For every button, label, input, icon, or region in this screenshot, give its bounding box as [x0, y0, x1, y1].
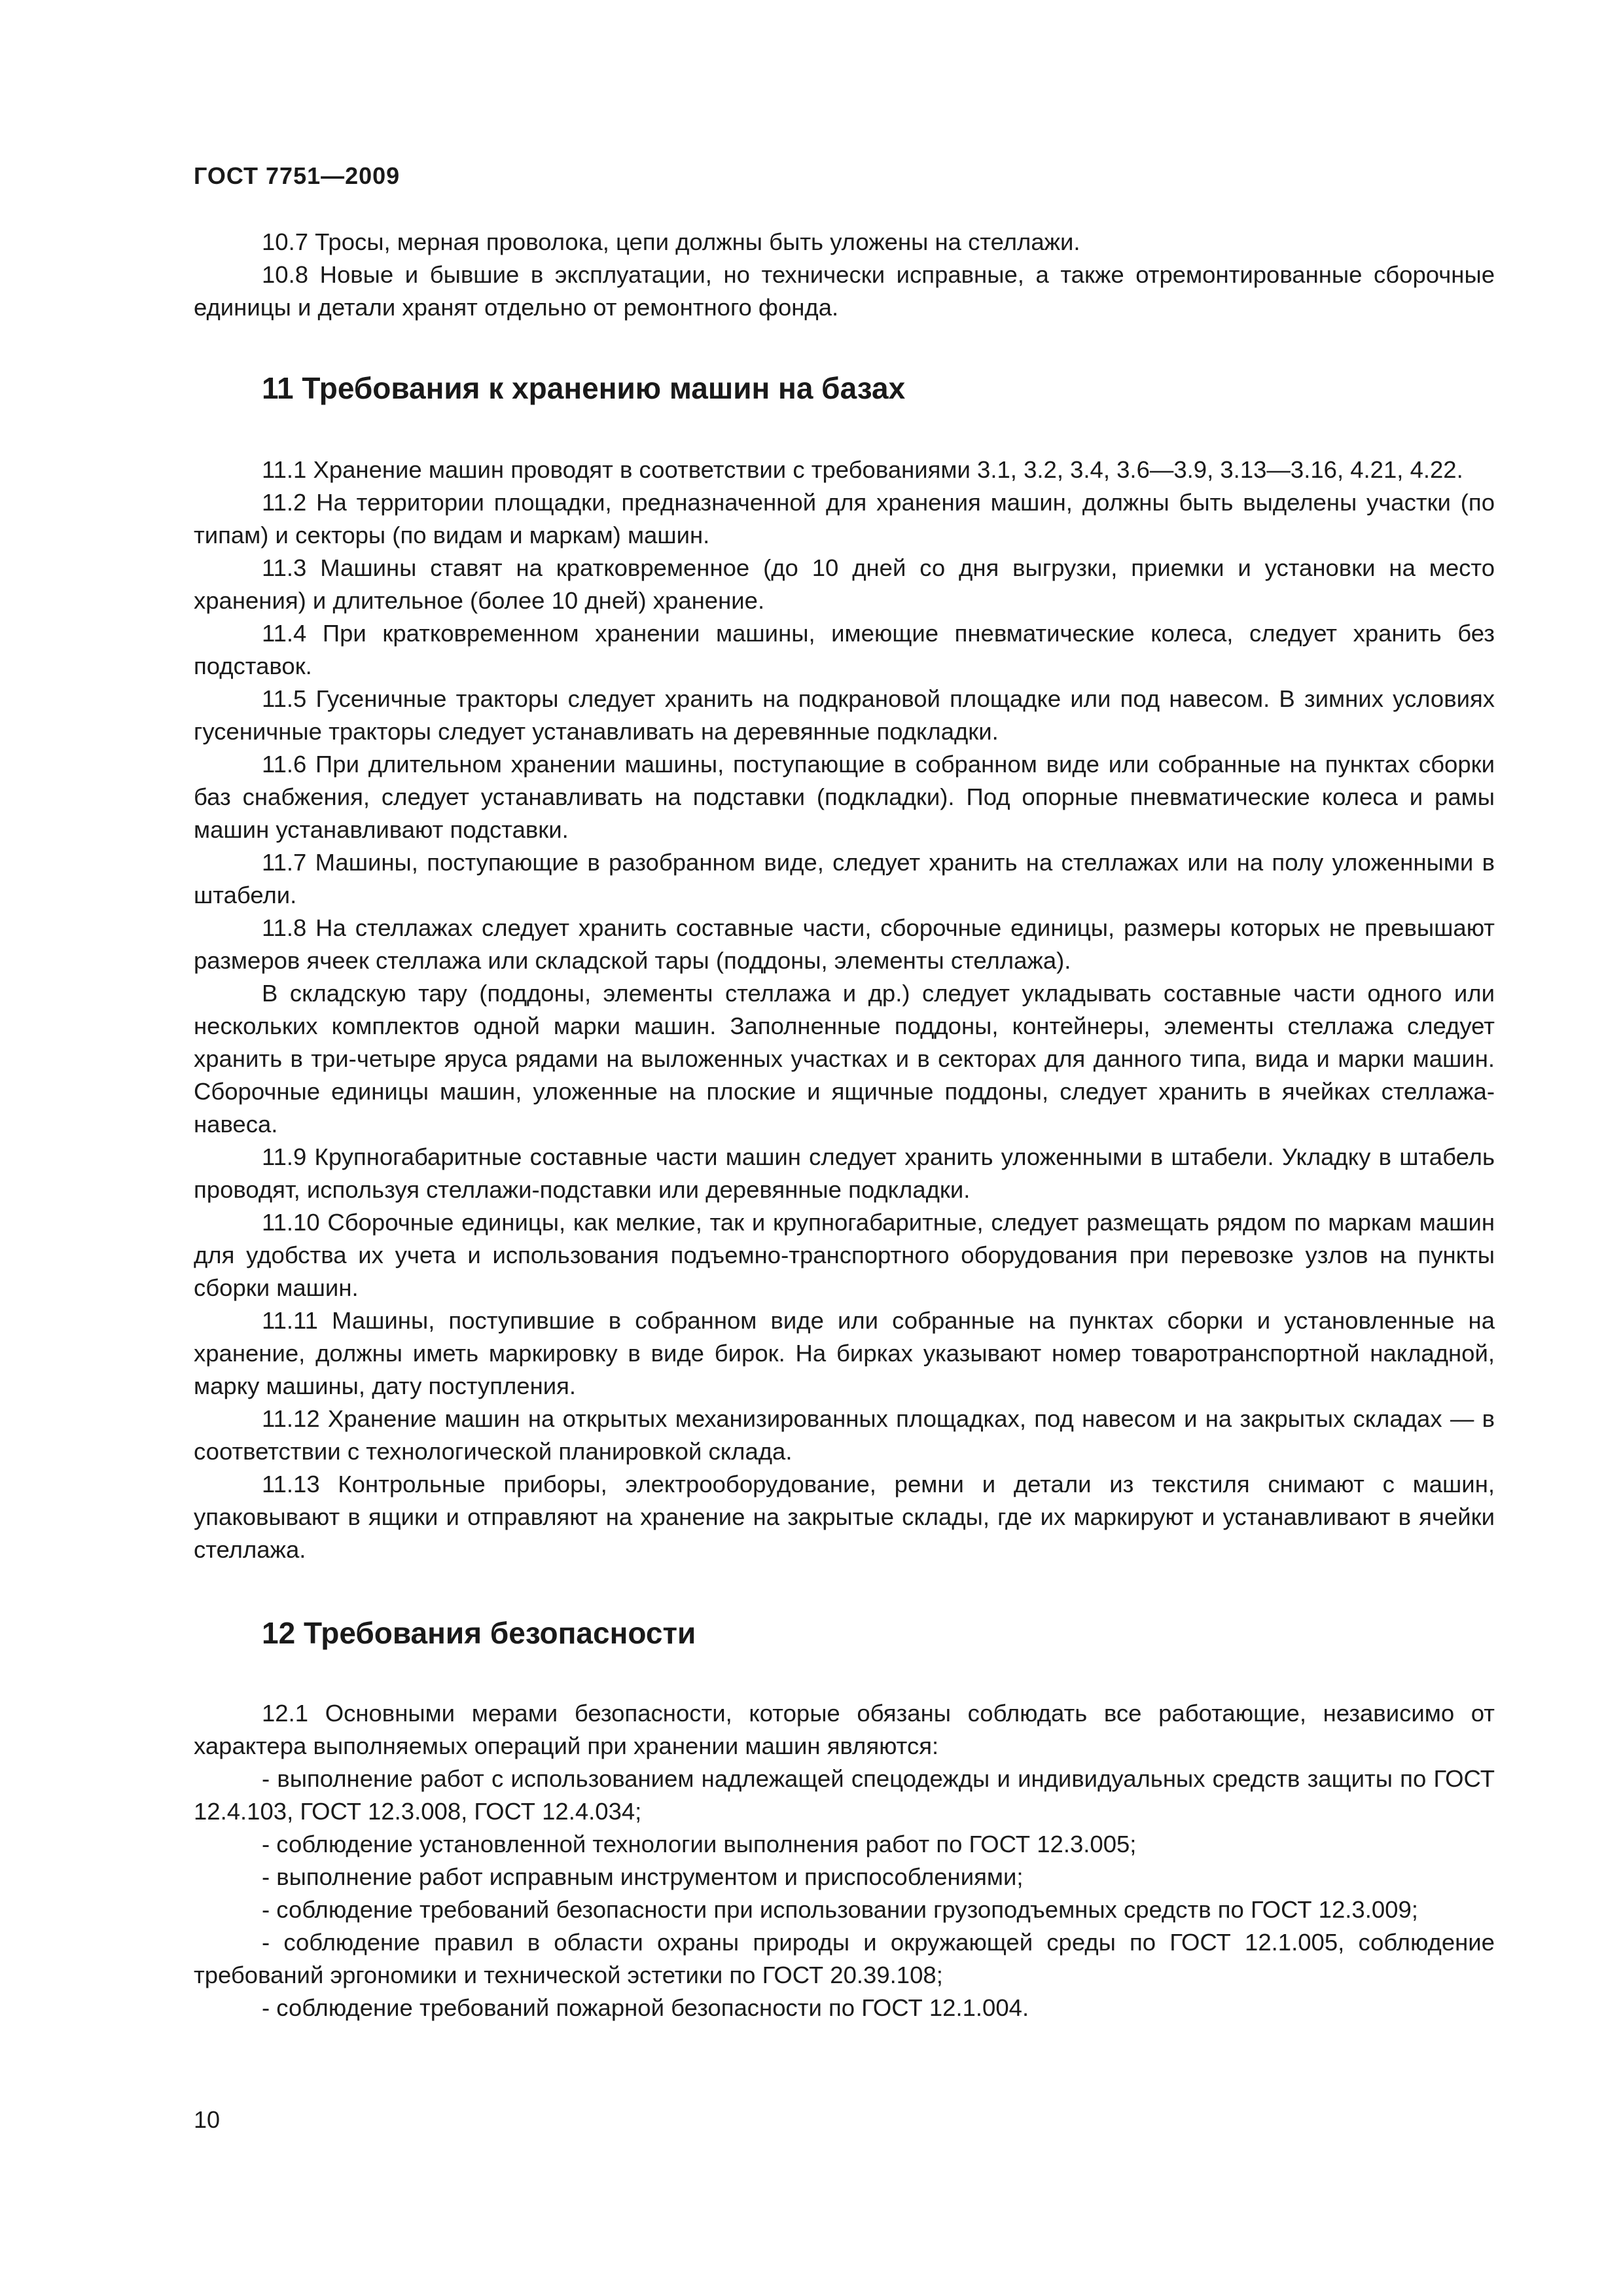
paragraph-11-6: 11.6 При длительном хранении машины, поступающие в собранном виде или собранные на пунктах сборки баз снабжения, следует устанавливать на подставки (подкладки). Под опорные пневматические колеса и рамы машин устанавливают подставки.: [194, 751, 1495, 843]
paragraph-10-8: 10.8 Новые и бывшие в эксплуатации, но технически исправные, а также отремонтированные сборочные единицы и детали хранят отдельно от ремонтного фонда.: [194, 261, 1495, 321]
list-item: - соблюдение установленной технологии выполнения работ по ГОСТ 12.3.005;: [262, 1831, 1137, 1857]
paragraph-11-4: 11.4 При кратковременном хранении машины, имеющие пневматические колеса, следует хранить без подставок.: [194, 620, 1495, 679]
document-header: ГОСТ 7751—2009: [194, 162, 401, 189]
paragraph-11-12: 11.12 Хранение машин на открытых механизированных площадках, под навесом и на закрытых складах — в соответствии с технологической планировкой склада.: [194, 1405, 1495, 1465]
paragraph-11-3: 11.3 Машины ставят на кратковременное (до 10 дней со дня выгрузки, приемки и установки на место хранения) и длительное (более 10 дней) хранение.: [194, 554, 1495, 614]
list-item: - соблюдение требований пожарной безопасности по ГОСТ 12.1.004.: [262, 1994, 1029, 2021]
list-item: - выполнение работ с использованием надлежащей спецодежды и индивидуальных средств защиты по ГОСТ 12.4.103, ГОСТ 12.3.008, ГОСТ 12.4.034;: [194, 1765, 1495, 1825]
page-number: 10: [194, 2106, 221, 2133]
paragraph-11-7: 11.7 Машины, поступающие в разобранном виде, следует хранить на стеллажах или на полу уложенными в штабели.: [194, 849, 1495, 908]
paragraph-11-13: 11.13 Контрольные приборы, электрооборудование, ремни и детали из текстиля снимают с машин, упаковывают в ящики и отправляют на хранение на закрытые склады, где их маркируют и устанавливают в ячейки стеллажа.: [194, 1471, 1495, 1563]
paragraph-11-9: 11.9 Крупногабаритные составные части машин следует хранить уложенными в штабели. Укладку в штабель проводят, используя стеллажи-подставки или деревянные подкладки.: [194, 1143, 1495, 1203]
paragraph-11-8: 11.8 На стеллажах следует хранить составные части, сборочные единицы, размеры которых не превышают размеров ячеек стеллажа или складской тары (поддоны, элементы стеллажа).: [194, 914, 1495, 974]
paragraph-11-5: 11.5 Гусеничные тракторы следует хранить на подкрановой площадке или под навесом. В зимних условиях гусеничные тракторы следует устанавливать на деревянные подкладки.: [194, 685, 1495, 745]
paragraph-10-7: 10.7 Тросы, мерная проволока, цепи должны быть уложены на стеллажи.: [262, 228, 1080, 255]
paragraph-11-2: 11.2 На территории площадки, предназначенной для хранения машин, должны быть выделены участки (по типам) и секторы (по видам и маркам) машин.: [194, 489, 1495, 548]
paragraph-12-1: 12.1 Основными мерами безопасности, которые обязаны соблюдать все работающие, независимо от характера выполняемых операций при хранении машин являются:: [194, 1700, 1495, 1759]
list-item: - соблюдение правил в области охраны природы и окружающей среды по ГОСТ 12.1.005, соблюдение требований эргономики и технической эстетики по ГОСТ 20.39.108;: [194, 1929, 1495, 1988]
paragraph-11-11: 11.11 Машины, поступившие в собранном виде или собранные на пунктах сборки и установленные на хранение, должны иметь маркировку в виде бирок. На бирках указывают номер товаротранспортной накладной, марку машины, дату поступления.: [194, 1307, 1495, 1399]
paragraph-11-8-continued: В складскую тару (поддоны, элементы стеллажа и др.) следует укладывать составные части одного или нескольких комплектов одной марки машин. Заполненные поддоны, контейнеры, элементы стеллажа следует хранить в три-четыре яруса рядами на выложенных участках и в секторах для данного типа, вида и марки машин. Сборочные единицы машин, уложенные на плоские и ящичные поддоны, следует хранить в ячейках стеллажа-навеса.: [194, 980, 1495, 1138]
list-item: - соблюдение требований безопасности при использовании грузоподъемных средств по ГОСТ 12.3.009;: [262, 1896, 1418, 1923]
section-11-heading: 11 Требования к хранению машин на базах: [262, 371, 906, 405]
page-content: [194, 226, 1495, 2024]
paragraph-11-10: 11.10 Сборочные единицы, как мелкие, так и крупногабаритные, следует размещать рядом по маркам машин для удобства их учета и использования подъемно-транспортного оборудования при перевозке узлов на пункты сборки машин.: [194, 1209, 1495, 1301]
list-item: - выполнение работ исправным инструментом и приспособлениями;: [262, 1863, 1024, 1890]
paragraph-11-1: 11.1 Хранение машин проводят в соответствии с требованиями 3.1, 3.2, 3.4, 3.6—3.9, 3.13—3.16, 4.21, 4.22.: [262, 456, 1463, 483]
section-12-heading: 12 Требования безопасности: [262, 1616, 696, 1650]
